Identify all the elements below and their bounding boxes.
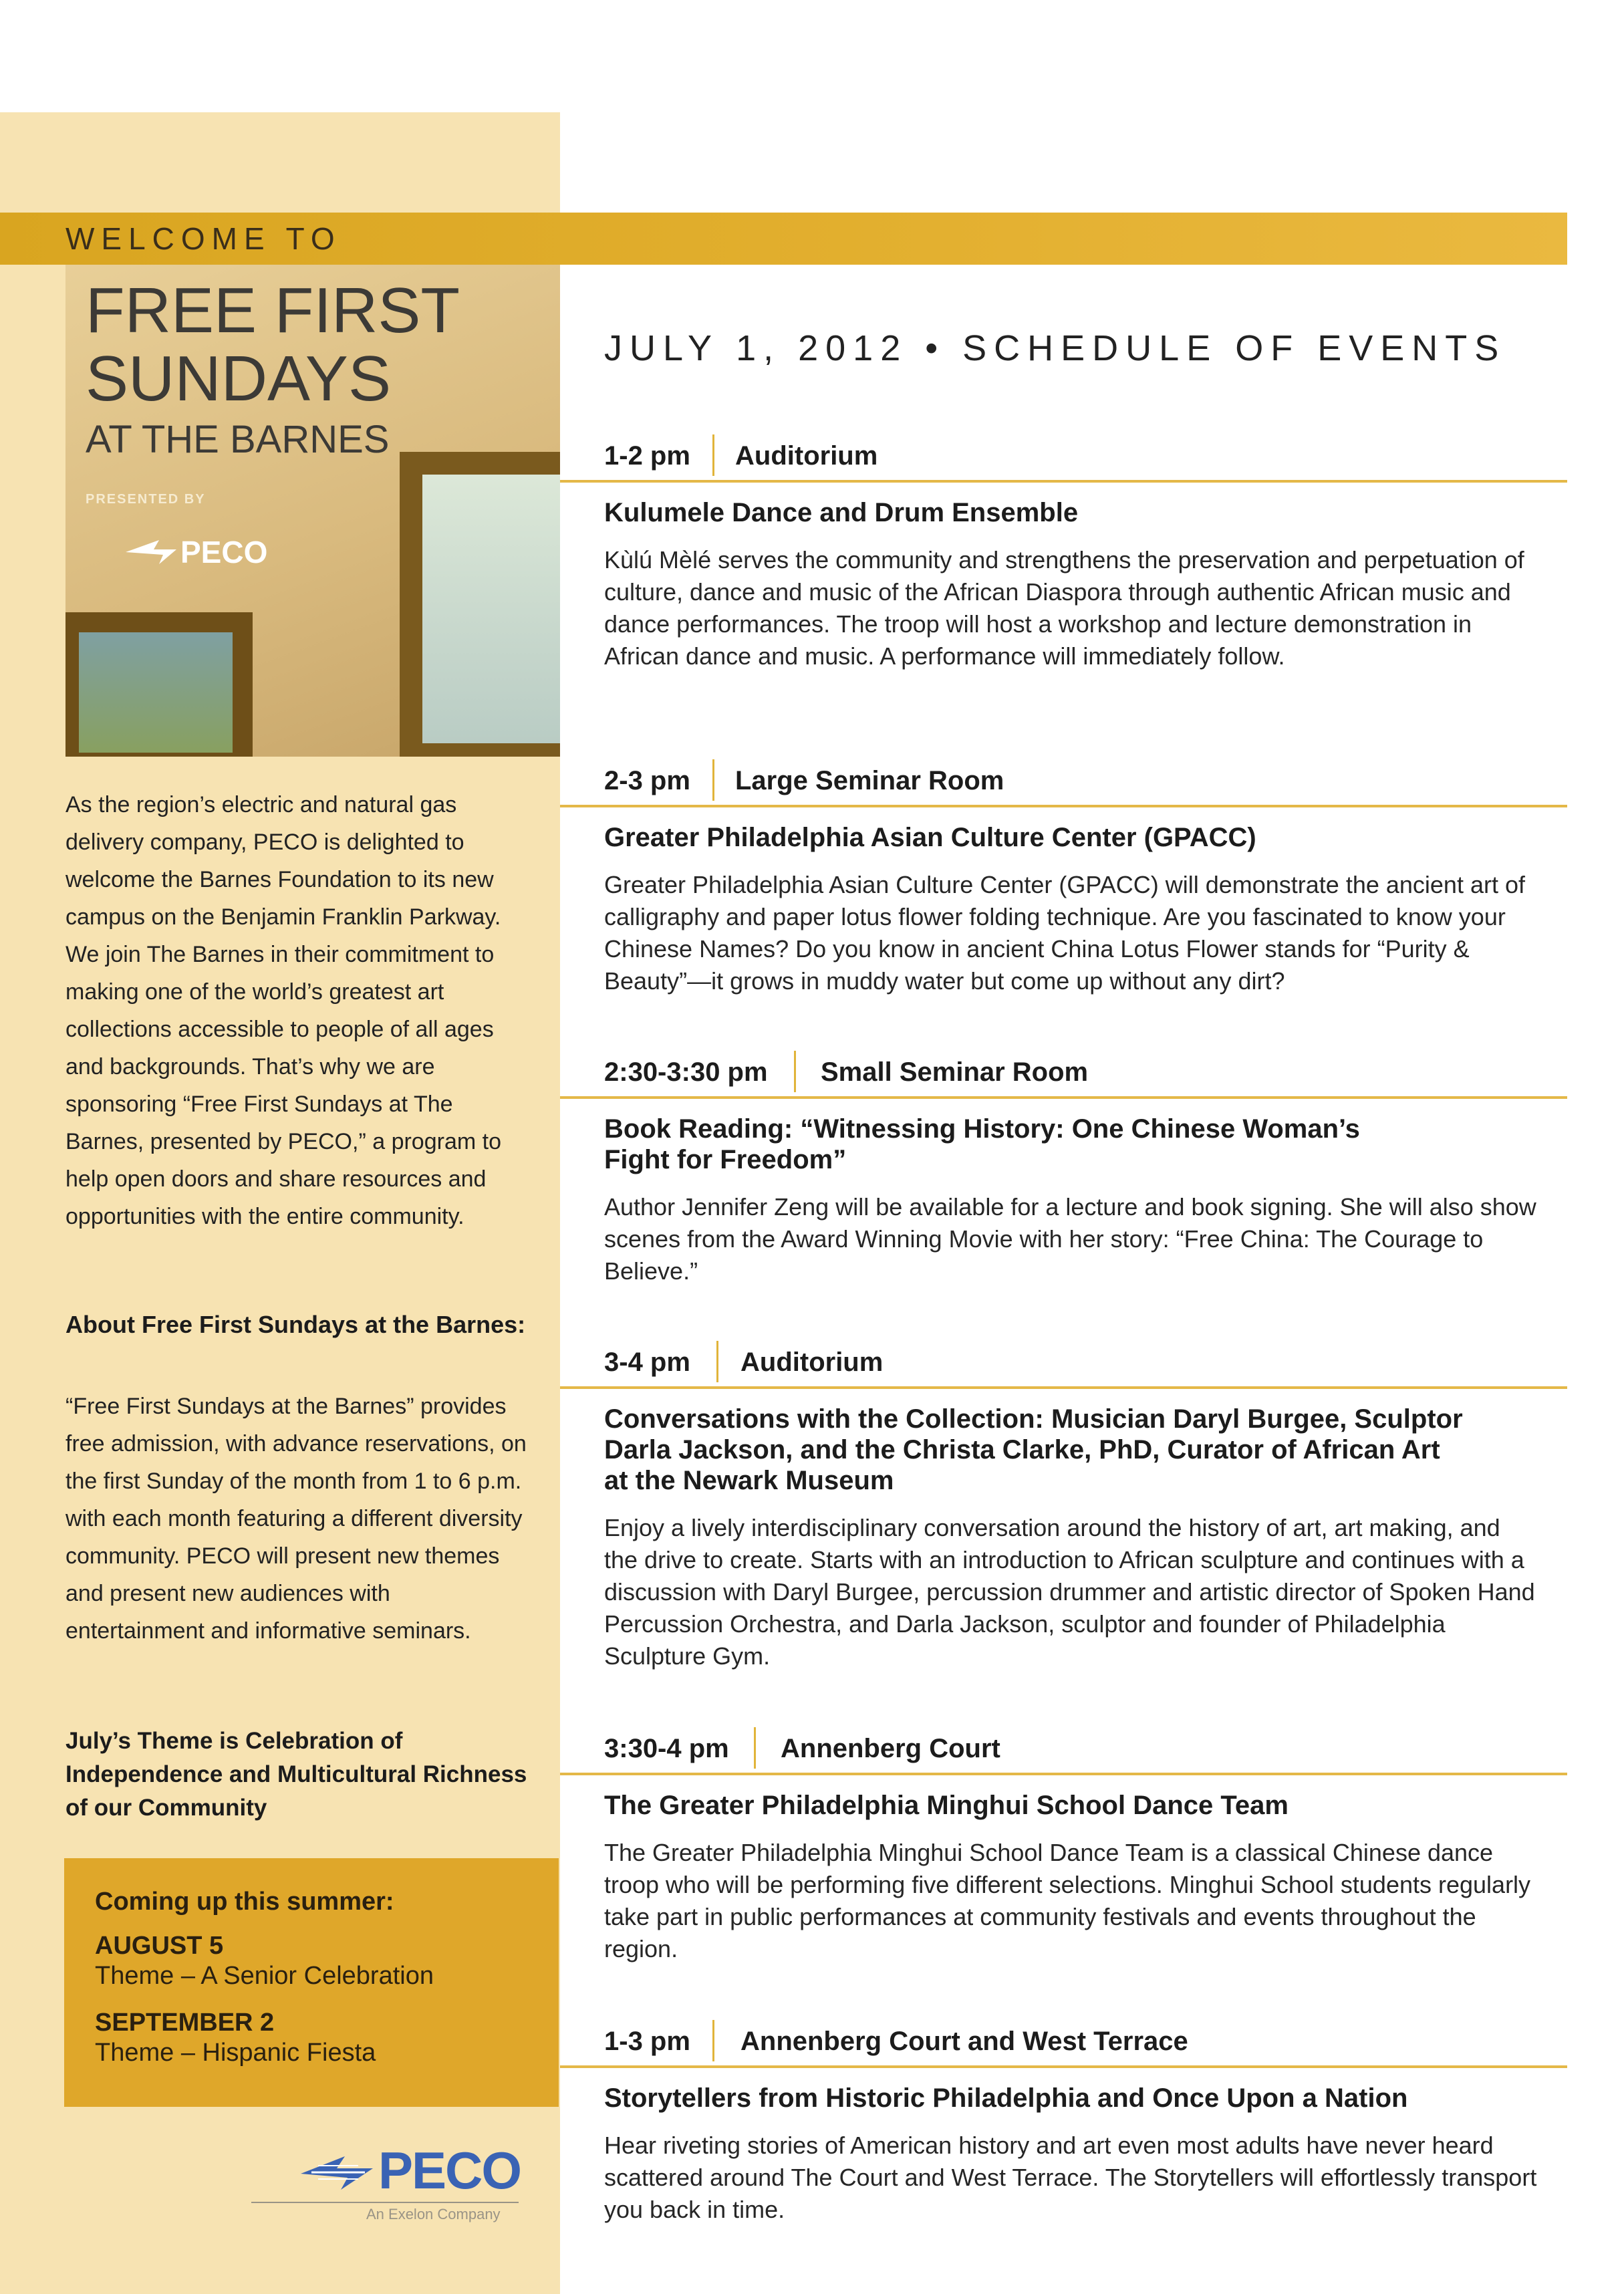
event-rule — [560, 805, 1567, 807]
event-header-divider — [712, 2020, 714, 2061]
hero-panel — [65, 265, 560, 757]
event-header-divider — [794, 1051, 796, 1092]
event-room: Auditorium — [735, 441, 878, 471]
event-rule — [560, 480, 1567, 483]
july-theme: July’s Theme is Celebration of Independence and Multicultural Richness of our Community — [65, 1728, 527, 1821]
coming-up-box — [64, 1858, 559, 2107]
event-header — [560, 1334, 1567, 1388]
title-line-1: FREE FIRST — [86, 275, 460, 346]
event-item — [560, 753, 1567, 997]
about-text: “Free First Sundays at the Barnes” provides free admission, with advance reservations, on the first Sunday of the month from 1 to 6 p.m. with each month featuring a different diversity community. PECO will present new themes and present new audiences with entertainment and informative seminars. — [65, 1394, 527, 1644]
event-title: Conversations with the Collection: Musician Daryl Burgee, Sculptor Darla Jackson, and the Christa Clarke, PhD, Curator of African Art at the Newark Museum — [604, 1404, 1463, 1495]
coming-theme: Theme – A Senior Celebration — [95, 1962, 434, 1990]
coming-theme: Theme – Hispanic Fiesta — [95, 2039, 376, 2067]
peco-logo-hero — [119, 525, 293, 579]
about-heading: About Free First Sundays at the Barnes: — [65, 1311, 526, 1338]
event-room: Auditorium — [740, 1348, 884, 1377]
coming-date: AUGUST 5 — [95, 1932, 224, 1960]
peco-tagline: An Exelon Company — [366, 2206, 501, 2222]
event-rule — [560, 2065, 1567, 2068]
event-time: 3:30-4 pm — [604, 1734, 729, 1763]
event-header-divider — [754, 1727, 756, 1769]
event-header-divider — [712, 434, 714, 476]
painting-frame-right — [400, 452, 560, 757]
peco-logo-text: PECO — [378, 2141, 521, 2200]
event-title: The Greater Philadelphia Minghui School Dance Team — [604, 1791, 1289, 1820]
peco-logo-hero-text: PECO — [180, 535, 268, 569]
event-item — [560, 1720, 1567, 1965]
event-description: Hear riveting stories of American history and art even most adults have never heard scattered around The Court and West Terrace. The Storytellers will effortlessly transport you back in time. — [604, 2132, 1537, 2223]
event-series-title — [86, 277, 460, 413]
event-title: Greater Philadelphia Asian Culture Center (GPACC) — [604, 823, 1256, 852]
event-header — [560, 1044, 1567, 1098]
event-rule — [560, 1096, 1567, 1099]
event-header — [560, 753, 1567, 806]
peco-swoosh-icon — [126, 540, 176, 564]
event-time: 1-2 pm — [604, 441, 690, 471]
event-room: Annenberg Court — [781, 1734, 1000, 1763]
event-header — [560, 2013, 1567, 2067]
event-item — [560, 1334, 1567, 1672]
event-description: The Greater Philadelphia Minghui School Dance Team is a classical Chinese dance troop who will be performing five different selections. Minghui School students regularly take part in public performances at community festivals and events throughout the region. — [604, 1839, 1531, 1962]
event-time: 2-3 pm — [604, 766, 690, 795]
event-time: 1-3 pm — [604, 2027, 690, 2056]
peco-logo-footer — [251, 2136, 519, 2223]
event-time: 3-4 pm — [604, 1348, 690, 1377]
title-line-2: SUNDAYS — [86, 343, 391, 414]
welcome-label: WELCOME TO — [65, 221, 342, 256]
event-header — [560, 428, 1567, 481]
event-rule — [560, 1386, 1567, 1389]
event-room: Large Seminar Room — [735, 766, 1004, 795]
event-header-divider — [712, 759, 714, 801]
event-time: 2:30-3:30 pm — [604, 1057, 768, 1087]
event-description: Author Jennifer Zeng will be available for a lecture and book signing. She will also show scenes from the Award Winning Movie with her story: “Free China: The Courage to Believe.” — [604, 1193, 1536, 1285]
logo-divider — [251, 2202, 519, 2203]
schedule-title: JULY 1, 2012 • SCHEDULE OF EVENTS — [604, 328, 1506, 368]
title-subline: AT THE BARNES — [86, 418, 390, 461]
event-description: Kùlú Mèlé serves the community and strengthens the preservation and perpetuation of culture, dance and music of the African Diaspora through authentic African music and dance performances. The troop will host a workshop and lecture demonstration in African dance and music. A performance will immediately follow. — [604, 546, 1524, 670]
event-item — [560, 428, 1567, 672]
coming-up-heading: Coming up this summer: — [95, 1888, 394, 1916]
event-item — [560, 1044, 1567, 1287]
sponsor-intro: As the region’s electric and natural gas delivery company, PECO is delighted to welcome the Barnes Foundation to its new campus on the Benjamin Franklin Parkway. We join The Barnes in their commitment to making one of the world’s greatest art collections accessible to people of all ages and backgrounds. That’s why we are sponsoring “Free First Sundays at The Barnes, presented by PECO,” a program to help open doors and share resources and opportunities with the entire community. — [65, 792, 501, 1229]
event-description: Greater Philadelphia Asian Culture Center (GPACC) will demonstrate the ancient art of calligraphy and paper lotus flower folding technique. Are you fascinated to know your Chinese Names? Do you know in ancient China Lotus Flower stands for “Purity & Beauty”—it grows in muddy water but come up without any dirt? — [604, 871, 1525, 995]
painting-frame-left — [65, 612, 253, 757]
event-header-divider — [716, 1341, 718, 1382]
event-header — [560, 1720, 1567, 1774]
event-room: Annenberg Court and West Terrace — [740, 2027, 1188, 2056]
event-room: Small Seminar Room — [821, 1057, 1089, 1087]
event-description: Enjoy a lively interdisciplinary conversation around the history of art, art making, and the drive to create. Starts with an introduction to African sculpture and continues with a discussion with Daryl Burgee, percussion drummer and artistic director of Spoken Hand Percussion Orchestra, and Darla Jackson, sculptor and founder of Philadelphia Sculpture Gym. — [604, 1514, 1535, 1670]
peco-swoosh-icon — [298, 2146, 378, 2199]
presented-by-label: PRESENTED BY — [86, 492, 206, 507]
event-title: Kulumele Dance and Drum Ensemble — [604, 498, 1079, 527]
event-rule — [560, 1773, 1567, 1775]
coming-date: SEPTEMBER 2 — [95, 2009, 275, 2037]
event-title: Storytellers from Historic Philadelphia and Once Upon a Nation — [604, 2083, 1408, 2113]
event-item — [560, 2013, 1567, 2226]
event-title: Book Reading: “Witnessing History: One Chinese Woman’s Fight for Freedom” — [604, 1114, 1360, 1174]
